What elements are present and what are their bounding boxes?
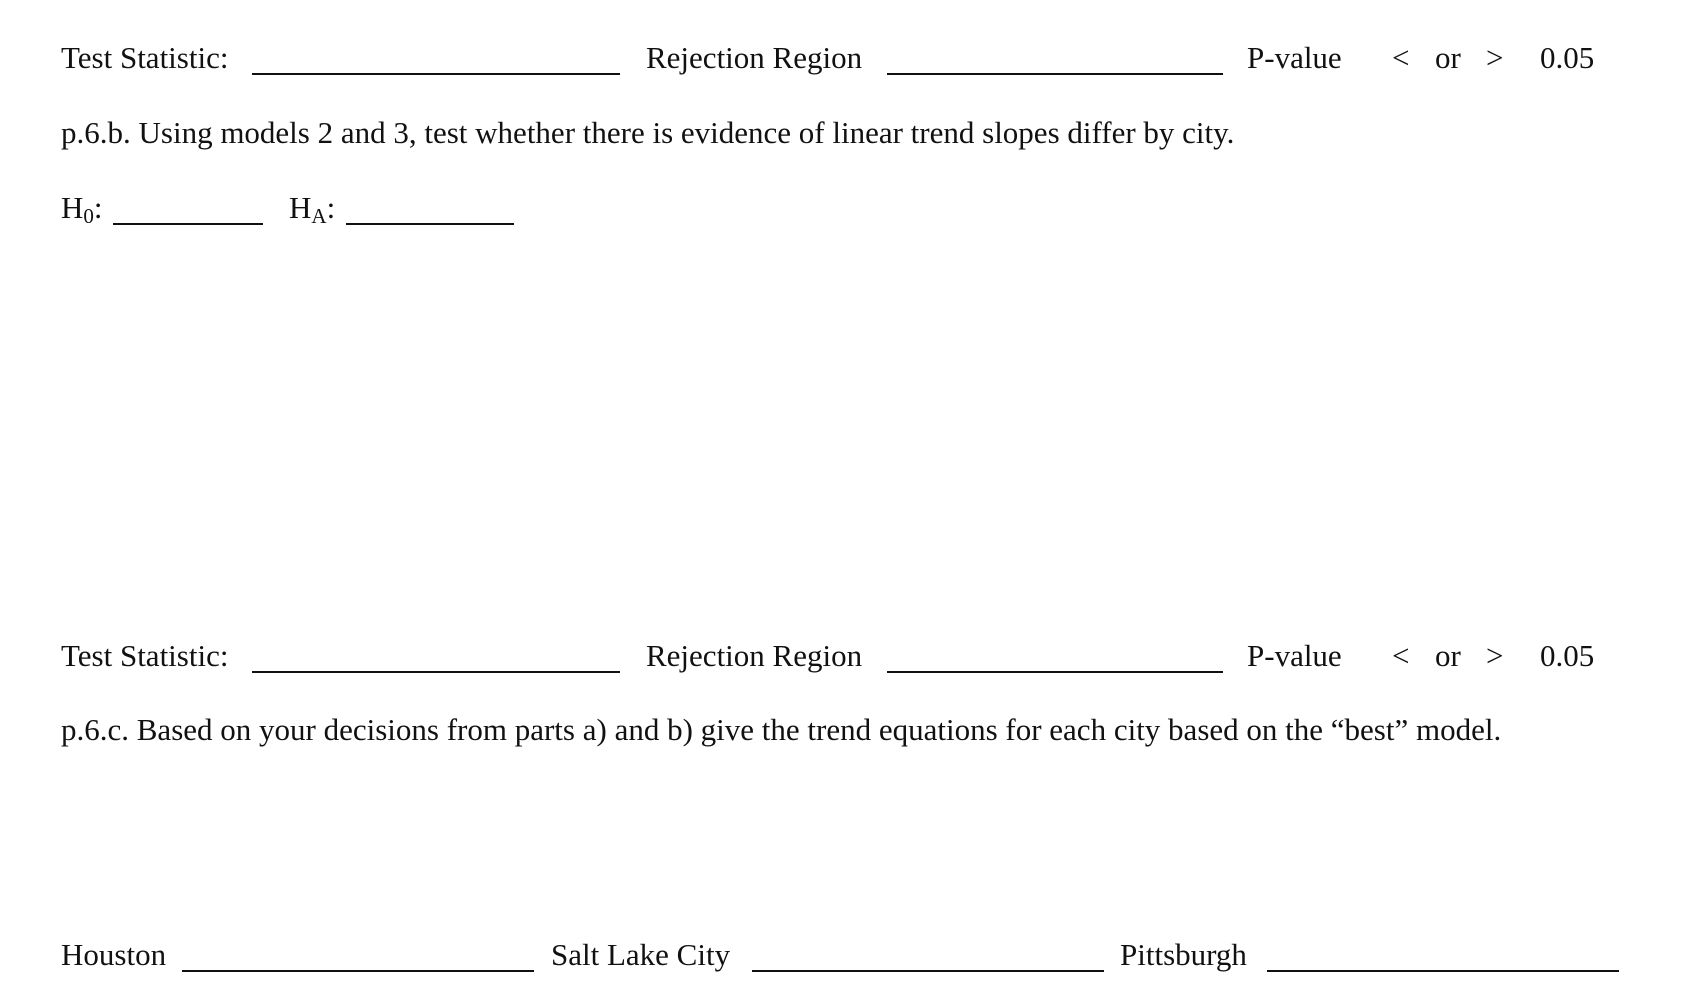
houston-equation-blank[interactable] [182, 970, 534, 972]
null-hypothesis-label: $H_0$: [61, 190, 103, 228]
rejection-region-blank-2[interactable] [887, 671, 1223, 673]
test-statistic-blank-2[interactable] [252, 671, 620, 673]
test-statistic-blank-1[interactable] [252, 73, 620, 75]
salt-lake-city-equation-blank[interactable] [752, 970, 1104, 972]
city-label-houston: Houston [61, 937, 167, 972]
alternative-hypothesis-label: $H_A$: [289, 190, 336, 228]
less-than-symbol-2[interactable]: < [1392, 638, 1410, 673]
city-label-salt-lake-city: Salt Lake City [551, 937, 731, 972]
greater-than-symbol-1[interactable]: > [1486, 40, 1504, 75]
question-c-text: p.6.c. Based on your decisions from parts a) and b) give the trend equations for each city based on the “best” model. [61, 712, 1502, 747]
test-statistic-label-2: Test Statistic: [61, 638, 229, 673]
or-text-1: or [1435, 40, 1461, 75]
pittsburgh-equation-blank[interactable] [1267, 970, 1619, 972]
question-b-text: p.6.b. Using models 2 and 3, test whether there is evidence of linear trend slopes differ by city. [61, 115, 1235, 150]
rejection-region-label-2: Rejection Region [646, 638, 863, 673]
alternative-hypothesis-blank[interactable] [346, 223, 514, 225]
test-statistic-label-1: Test Statistic: [61, 40, 229, 75]
pvalue-label-2: P-value [1247, 638, 1342, 673]
less-than-symbol-1[interactable]: < [1392, 40, 1410, 75]
or-text-2: or [1435, 638, 1461, 673]
rejection-region-blank-1[interactable] [887, 73, 1223, 75]
alpha-value-1: 0.05 [1540, 40, 1595, 75]
pvalue-label-1: P-value [1247, 40, 1342, 75]
alpha-value-2: 0.05 [1540, 638, 1595, 673]
greater-than-symbol-2[interactable]: > [1486, 638, 1504, 673]
rejection-region-label-1: Rejection Region [646, 40, 863, 75]
city-label-pittsburgh: Pittsburgh [1120, 937, 1247, 972]
null-hypothesis-blank[interactable] [113, 223, 263, 225]
